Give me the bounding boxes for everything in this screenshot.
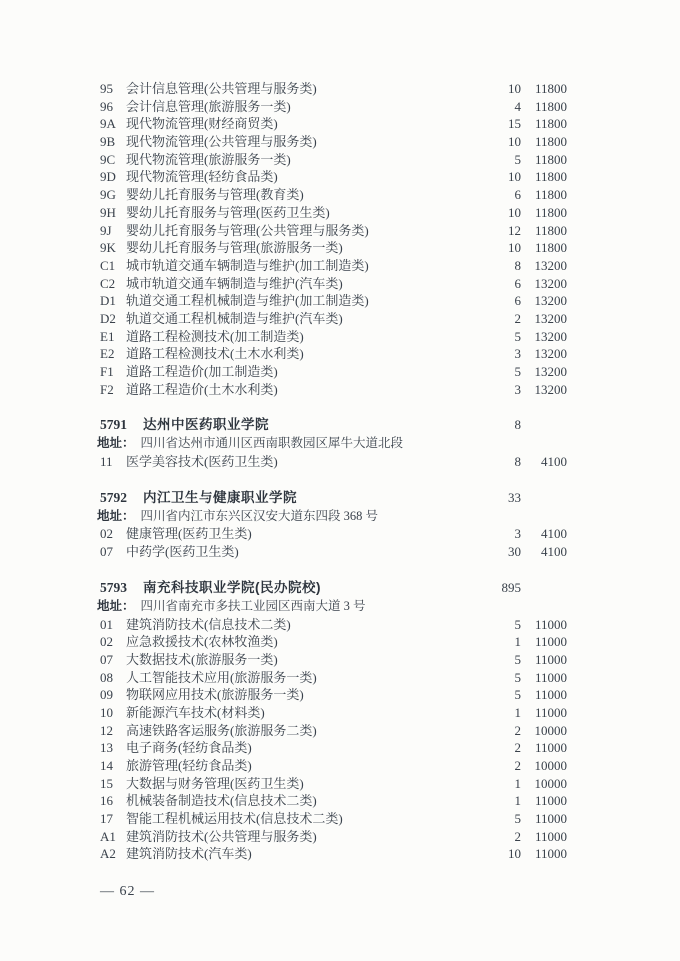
program-row <box>100 275 567 293</box>
program-quota: 10 <box>508 846 521 862</box>
program-row <box>100 739 567 757</box>
program-row <box>100 292 567 310</box>
school-section <box>0 488 680 561</box>
program-code: 9A <box>100 116 116 132</box>
program-fee: 11000 <box>534 704 567 720</box>
program-fee: 11000 <box>534 669 567 685</box>
program-name: 城市轨道交通车辆制造与维护(汽车类) <box>126 275 343 291</box>
program-code: 02 <box>100 526 113 542</box>
program-row <box>100 525 567 543</box>
program-name: 现代物流管理(旅游服务一类) <box>126 151 291 167</box>
program-name: 婴幼儿托育服务与管理(医药卫生类) <box>126 204 330 220</box>
program-name: 城市轨道交通车辆制造与维护(加工制造类) <box>126 257 369 273</box>
program-code: 10 <box>100 704 113 720</box>
program-quota: 5 <box>514 687 521 703</box>
program-code: C1 <box>100 257 116 273</box>
program-fee: 13200 <box>534 293 567 309</box>
program-name: 建筑消防技术(信息技术二类) <box>126 616 291 632</box>
program-quota: 10 <box>508 81 521 96</box>
program-row <box>100 616 567 634</box>
program-fee: 11000 <box>534 846 567 862</box>
program-row <box>100 363 567 381</box>
program-row <box>100 239 567 257</box>
program-quota: 10 <box>508 134 521 150</box>
program-code: F1 <box>100 364 114 379</box>
program-quota: 2 <box>514 740 521 756</box>
school-header <box>100 415 567 435</box>
program-name: 智能工程机械运用技术(信息技术二类) <box>126 811 343 827</box>
program-name: 现代物流管理(公共管理与服务类) <box>126 134 317 150</box>
program-name: 现代物流管理(财经商贸类) <box>126 116 278 132</box>
school-name: 南充科技职业学院(民办院校) <box>143 579 321 595</box>
program-row <box>100 328 567 346</box>
program-fee: 11800 <box>534 81 567 96</box>
program-fee: 11000 <box>534 616 567 632</box>
program-row <box>100 704 567 722</box>
program-quota: 1 <box>514 793 521 809</box>
program-row <box>100 257 567 275</box>
address-text: 四川省达州市通川区西南职教园区犀牛大道北段 <box>140 436 404 451</box>
program-row <box>100 186 567 204</box>
program-fee: 13200 <box>534 328 567 344</box>
program-name: 建筑消防技术(汽车类) <box>126 846 252 862</box>
address-label: 地址： <box>97 598 135 613</box>
enrollment-plan-table <box>0 80 680 863</box>
program-fee: 13200 <box>534 275 567 291</box>
program-name: 高速铁路客运服务(旅游服务二类) <box>126 722 317 738</box>
program-row <box>100 757 567 775</box>
program-fee: 11000 <box>534 828 567 844</box>
school-section <box>0 415 680 470</box>
address-text: 四川省南充市多扶工业园区西南大道 3 号 <box>140 598 366 613</box>
program-code: E1 <box>100 328 115 344</box>
program-code: C2 <box>100 275 116 291</box>
program-row <box>100 98 567 116</box>
program-row <box>100 115 567 133</box>
program-code: 13 <box>100 740 113 756</box>
program-row <box>100 168 567 186</box>
program-name: 婴幼儿托育服务与管理(公共管理与服务类) <box>126 222 369 238</box>
program-fee: 13200 <box>534 310 567 326</box>
program-row <box>100 775 567 793</box>
program-code: 02 <box>100 634 113 650</box>
program-quota: 5 <box>514 651 521 667</box>
school-header <box>100 488 567 508</box>
program-code: 9J <box>100 222 112 238</box>
program-name: 婴幼儿托育服务与管理(旅游服务一类) <box>126 240 343 256</box>
program-quota: 3 <box>514 526 521 542</box>
program-row <box>100 669 567 687</box>
program-code: 07 <box>100 544 113 560</box>
address-label: 地址： <box>97 508 135 523</box>
program-code: A2 <box>100 846 116 862</box>
program-code: 9C <box>100 151 116 167</box>
program-row <box>100 792 567 810</box>
address-text: 四川省内江市东兴区汉安大道东四段 368 号 <box>140 508 379 523</box>
program-row <box>100 722 567 740</box>
program-code: 08 <box>100 669 113 685</box>
program-fee: 11800 <box>534 240 567 256</box>
program-name: 大数据技术(旅游服务一类) <box>126 651 278 667</box>
address-line <box>97 598 680 616</box>
program-code: 15 <box>100 775 113 791</box>
address-line <box>97 508 680 526</box>
program-row <box>100 543 567 561</box>
program-quota: 10 <box>508 204 521 220</box>
program-quota: 4 <box>514 98 521 114</box>
program-name: 道路工程检测技术(土木水利类) <box>126 346 304 362</box>
program-fee: 13200 <box>534 346 567 362</box>
program-code: 96 <box>100 98 113 114</box>
program-code: 9B <box>100 134 116 150</box>
program-name: 轨道交通工程机械制造与维护(汽车类) <box>126 310 343 326</box>
program-code: A1 <box>100 828 116 844</box>
program-code: D2 <box>100 310 116 326</box>
program-fee: 11000 <box>534 651 567 667</box>
program-name: 道路工程检测技术(加工制造类) <box>126 328 304 344</box>
program-fee: 4100 <box>541 454 567 470</box>
program-code: 9D <box>100 169 116 185</box>
program-code: 12 <box>100 722 113 738</box>
school-header <box>100 578 567 598</box>
program-fee: 11800 <box>534 98 567 114</box>
program-fee: 11000 <box>534 687 567 703</box>
program-quota: 5 <box>514 364 521 379</box>
program-quota: 1 <box>514 634 521 650</box>
program-row <box>100 80 567 98</box>
program-name: 新能源汽车技术(材料类) <box>126 704 265 720</box>
program-name: 道路工程造价(加工制造类) <box>126 364 278 379</box>
program-code: 11 <box>100 454 113 470</box>
program-code: 09 <box>100 687 113 703</box>
program-quota: 12 <box>508 222 521 238</box>
program-name: 应急救援技术(农林牧渔类) <box>126 634 278 650</box>
program-fee: 13200 <box>534 364 567 379</box>
program-name: 人工智能技术应用(旅游服务一类) <box>126 669 317 685</box>
program-fee: 4100 <box>541 526 567 542</box>
program-row <box>100 633 567 651</box>
program-row <box>100 151 567 169</box>
page-number: — 62 — <box>100 884 155 899</box>
program-quota: 5 <box>514 669 521 685</box>
program-code: 01 <box>100 616 113 632</box>
program-fee: 4100 <box>541 544 567 560</box>
program-code: 9K <box>100 240 116 256</box>
program-name: 健康管理(医药卫生类) <box>126 526 252 542</box>
program-code: 9G <box>100 187 116 203</box>
program-quota: 2 <box>514 722 521 738</box>
program-row <box>100 651 567 669</box>
program-fee: 11800 <box>534 204 567 220</box>
program-fee: 10000 <box>534 758 567 773</box>
program-fee: 11000 <box>534 740 567 756</box>
program-quota: 30 <box>508 544 521 560</box>
program-fee: 11000 <box>534 634 567 650</box>
program-fee: 11800 <box>534 187 567 203</box>
program-row <box>100 222 567 240</box>
program-quota: 5 <box>514 328 521 344</box>
program-fee: 13200 <box>534 257 567 273</box>
school-name: 内江卫生与健康职业学院 <box>143 489 297 505</box>
school-name: 达州中医药职业学院 <box>143 417 269 433</box>
program-quota: 5 <box>514 151 521 167</box>
program-code: 17 <box>100 811 113 827</box>
program-name: 医学美容技术(医药卫生类) <box>126 454 278 470</box>
program-code: 95 <box>100 81 113 96</box>
program-name: 物联网应用技术(旅游服务一类) <box>126 687 304 703</box>
program-name: 会计信息管理(公共管理与服务类) <box>126 81 317 96</box>
program-name: 道路工程造价(土木水利类) <box>126 381 278 397</box>
program-quota: 1 <box>514 775 521 791</box>
program-name: 机械装备制造技术(信息技术二类) <box>126 793 317 809</box>
program-row <box>100 381 567 399</box>
school-total-quota: 895 <box>501 579 521 595</box>
program-fee: 11800 <box>534 116 567 132</box>
program-name: 电子商务(轻纺食品类) <box>126 740 252 756</box>
program-quota: 2 <box>514 310 521 326</box>
program-fee: 11000 <box>534 811 567 827</box>
program-fee: 11800 <box>534 169 567 185</box>
program-fee: 11800 <box>534 151 567 167</box>
program-fee: 10000 <box>534 722 567 738</box>
program-row <box>100 810 567 828</box>
school-total-quota: 33 <box>508 489 521 505</box>
program-name: 会计信息管理(旅游服务一类) <box>126 98 291 114</box>
program-quota: 3 <box>514 346 521 362</box>
program-quota: 15 <box>508 116 521 132</box>
school-code: 5793 <box>100 579 127 595</box>
program-quota: 5 <box>514 616 521 632</box>
address-label: 地址： <box>97 436 135 451</box>
program-row <box>100 453 567 471</box>
address-line <box>97 435 680 453</box>
program-quota: 5 <box>514 811 521 827</box>
program-name: 建筑消防技术(公共管理与服务类) <box>126 828 317 844</box>
program-quota: 6 <box>514 187 521 203</box>
program-row <box>100 828 567 846</box>
program-row <box>100 845 567 863</box>
program-name: 现代物流管理(轻纺食品类) <box>126 169 278 185</box>
program-fee: 10000 <box>534 775 567 791</box>
program-code: D1 <box>100 293 116 309</box>
program-row <box>100 686 567 704</box>
program-quota: 10 <box>508 240 521 256</box>
program-quota: 6 <box>514 275 521 291</box>
program-name: 中药学(医药卫生类) <box>126 544 239 560</box>
program-quota: 8 <box>514 454 521 470</box>
program-name: 婴幼儿托育服务与管理(教育类) <box>126 187 304 203</box>
program-row <box>100 133 567 151</box>
program-fee: 13200 <box>534 381 567 397</box>
school-total-quota: 8 <box>514 417 521 433</box>
program-quota: 10 <box>508 169 521 185</box>
program-code: F2 <box>100 381 114 397</box>
school-code: 5792 <box>100 489 127 505</box>
program-code: E2 <box>100 346 115 362</box>
program-name: 大数据与财务管理(医药卫生类) <box>126 775 304 791</box>
program-code: 07 <box>100 651 113 667</box>
program-code: 16 <box>100 793 113 809</box>
program-name: 轨道交通工程机械制造与维护(加工制造类) <box>126 293 369 309</box>
program-quota: 2 <box>514 828 521 844</box>
program-fee: 11800 <box>534 222 567 238</box>
program-quota: 3 <box>514 381 521 397</box>
program-quota: 6 <box>514 293 521 309</box>
program-fee: 11800 <box>534 134 567 150</box>
program-fee: 11000 <box>534 793 567 809</box>
program-code: 9H <box>100 204 116 220</box>
school-code: 5791 <box>100 417 127 433</box>
program-code: 14 <box>100 758 113 773</box>
program-row <box>100 310 567 328</box>
school-section <box>0 578 680 863</box>
program-row <box>100 345 567 363</box>
program-quota: 2 <box>514 758 521 773</box>
program-quota: 1 <box>514 704 521 720</box>
program-row <box>100 204 567 222</box>
program-name: 旅游管理(轻纺食品类) <box>126 758 252 773</box>
program-quota: 8 <box>514 257 521 273</box>
